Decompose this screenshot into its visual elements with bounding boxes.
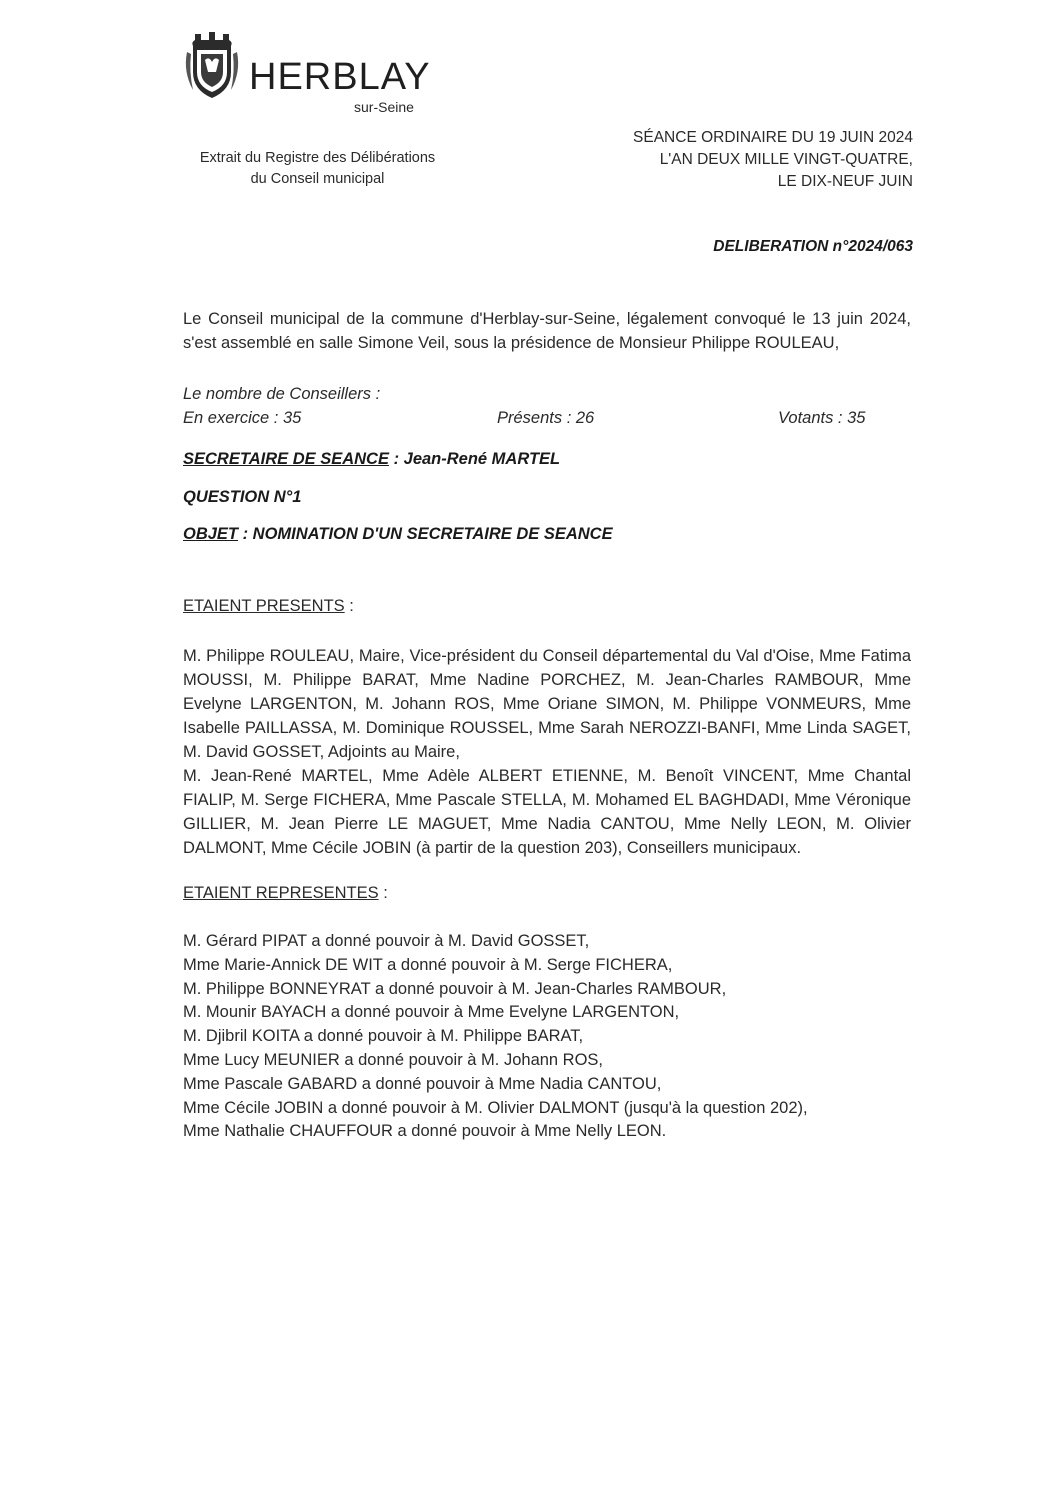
presents-paragraph-conseillers: M. Jean-René MARTEL, Mme Adèle ALBERT ETIENNE, M. Benoît VINCENT, Mme Chantal FIALIP, M. Serge FICHERA, Mme Pascale STELLA, M. Mohamed EL BAGHDADI, Mme Véronique GILLIER, M. Jean Pierre LE MAGUET, Mme Nadia CANTOU, Mme Nelly LEON, M. Olivier DALMONT, Mme Cécile JOBIN (à partir de la question 203), Conseillers municipaux. [183,767,911,857]
representes-heading-label: ETAIENT REPRESENTES [183,884,379,902]
count-votants: Votants : 35 [778,409,866,427]
secretary-value: : Jean-René MARTEL [388,450,561,468]
councillor-count-title: Le nombre de Conseillers : [183,385,381,403]
register-extract [180,148,455,190]
session-line-3: LE DIX-NEUF JUIN [777,173,913,190]
presents-heading-label: ETAIENT PRESENTS [183,597,345,615]
list-item: M. Djibril KOITA a donné pouvoir à M. Philippe BARAT, [183,1027,584,1046]
presents-list [183,644,911,860]
deliberation-number: DELIBERATION n°2024/063 [713,238,913,255]
session-info [633,127,913,193]
list-item: Mme Lucy MEUNIER a donné pouvoir à M. Johann ROS, [183,1050,604,1069]
extract-line-2: du Conseil municipal [250,171,385,187]
subject-value: : NOMINATION D'UN SECRETAIRE DE SEANCE [238,525,613,543]
session-secretary [183,450,560,469]
list-item: M. Gérard PIPAT a donné pouvoir à M. David GOSSET, [183,932,590,950]
logo-subtitle: sur-Seine [354,99,414,115]
herblay-logo [183,30,433,115]
logo-name: HERBLAY [249,56,431,98]
subject-label: OBJET [183,525,239,543]
subject [183,525,613,544]
list-item: Mme Pascale GABARD a donné pouvoir à Mme Nadia CANTOU, [183,1074,662,1093]
question-number: QUESTION N°1 [183,488,302,506]
list-item: M. Philippe BONNEYRAT a donné pouvoir à M. Jean-Charles RAMBOUR, [183,979,727,998]
session-line-2: L'AN DEUX MILLE VINGT-QUATRE, [659,151,913,168]
secretary-label: SECRETAIRE DE SEANCE [183,450,389,468]
representes-heading-suffix: : [378,884,388,902]
count-en-exercice: En exercice : 35 [183,409,302,427]
session-line-1: SÉANCE ORDINAIRE DU 19 JUIN 2024 [633,129,913,146]
representes-heading [183,884,388,903]
list-item: M. Mounir BAYACH a donné pouvoir à Mme Evelyne LARGENTON, [183,1003,680,1022]
list-item: Mme Cécile JOBIN a donné pouvoir à M. Olivier DALMONT (jusqu'à la question 202), [183,1098,808,1117]
count-presents: Présents : 26 [497,409,595,427]
list-item: Mme Marie-Annick DE WIT a donné pouvoir à M. Serge FICHERA, [183,955,673,974]
presents-paragraph-adjoints: M. Philippe ROULEAU, Maire, Vice-président du Conseil départemental du Val d'Oise, Mme Fatima MOUSSI, M. Philippe BARAT, Mme Nadine PORCHEZ, M. Jean-Charles RAMBOUR, Mme Evelyne LARGENTON, M. Johann ROS, Mme Oriane SIMON, M. Philippe VONMEURS, Mme Isabelle PAILLASSA, M. Dominique ROUSSEL, Mme Sarah NEROZZI-BANFI, Mme Linda SAGET, M. David GOSSET, Adjoints au Maire, [183,647,911,761]
extract-line-1: Extrait du Registre des Délibérations [199,150,436,166]
presents-heading-suffix: : [344,597,354,615]
intro-paragraph: Le Conseil municipal de la commune d'Herblay-sur-Seine, légalement convoqué le 13 juin 2024, s'est assemblé en salle Simone Veil, sous la présidence de Monsieur Philippe ROULEAU, [183,310,911,352]
city-crest-icon [183,32,241,102]
representes-list [183,930,923,1144]
presents-heading [183,597,354,616]
list-item: Mme Nathalie CHAUFFOUR a donné pouvoir à Mme Nelly LEON. [183,1122,667,1141]
